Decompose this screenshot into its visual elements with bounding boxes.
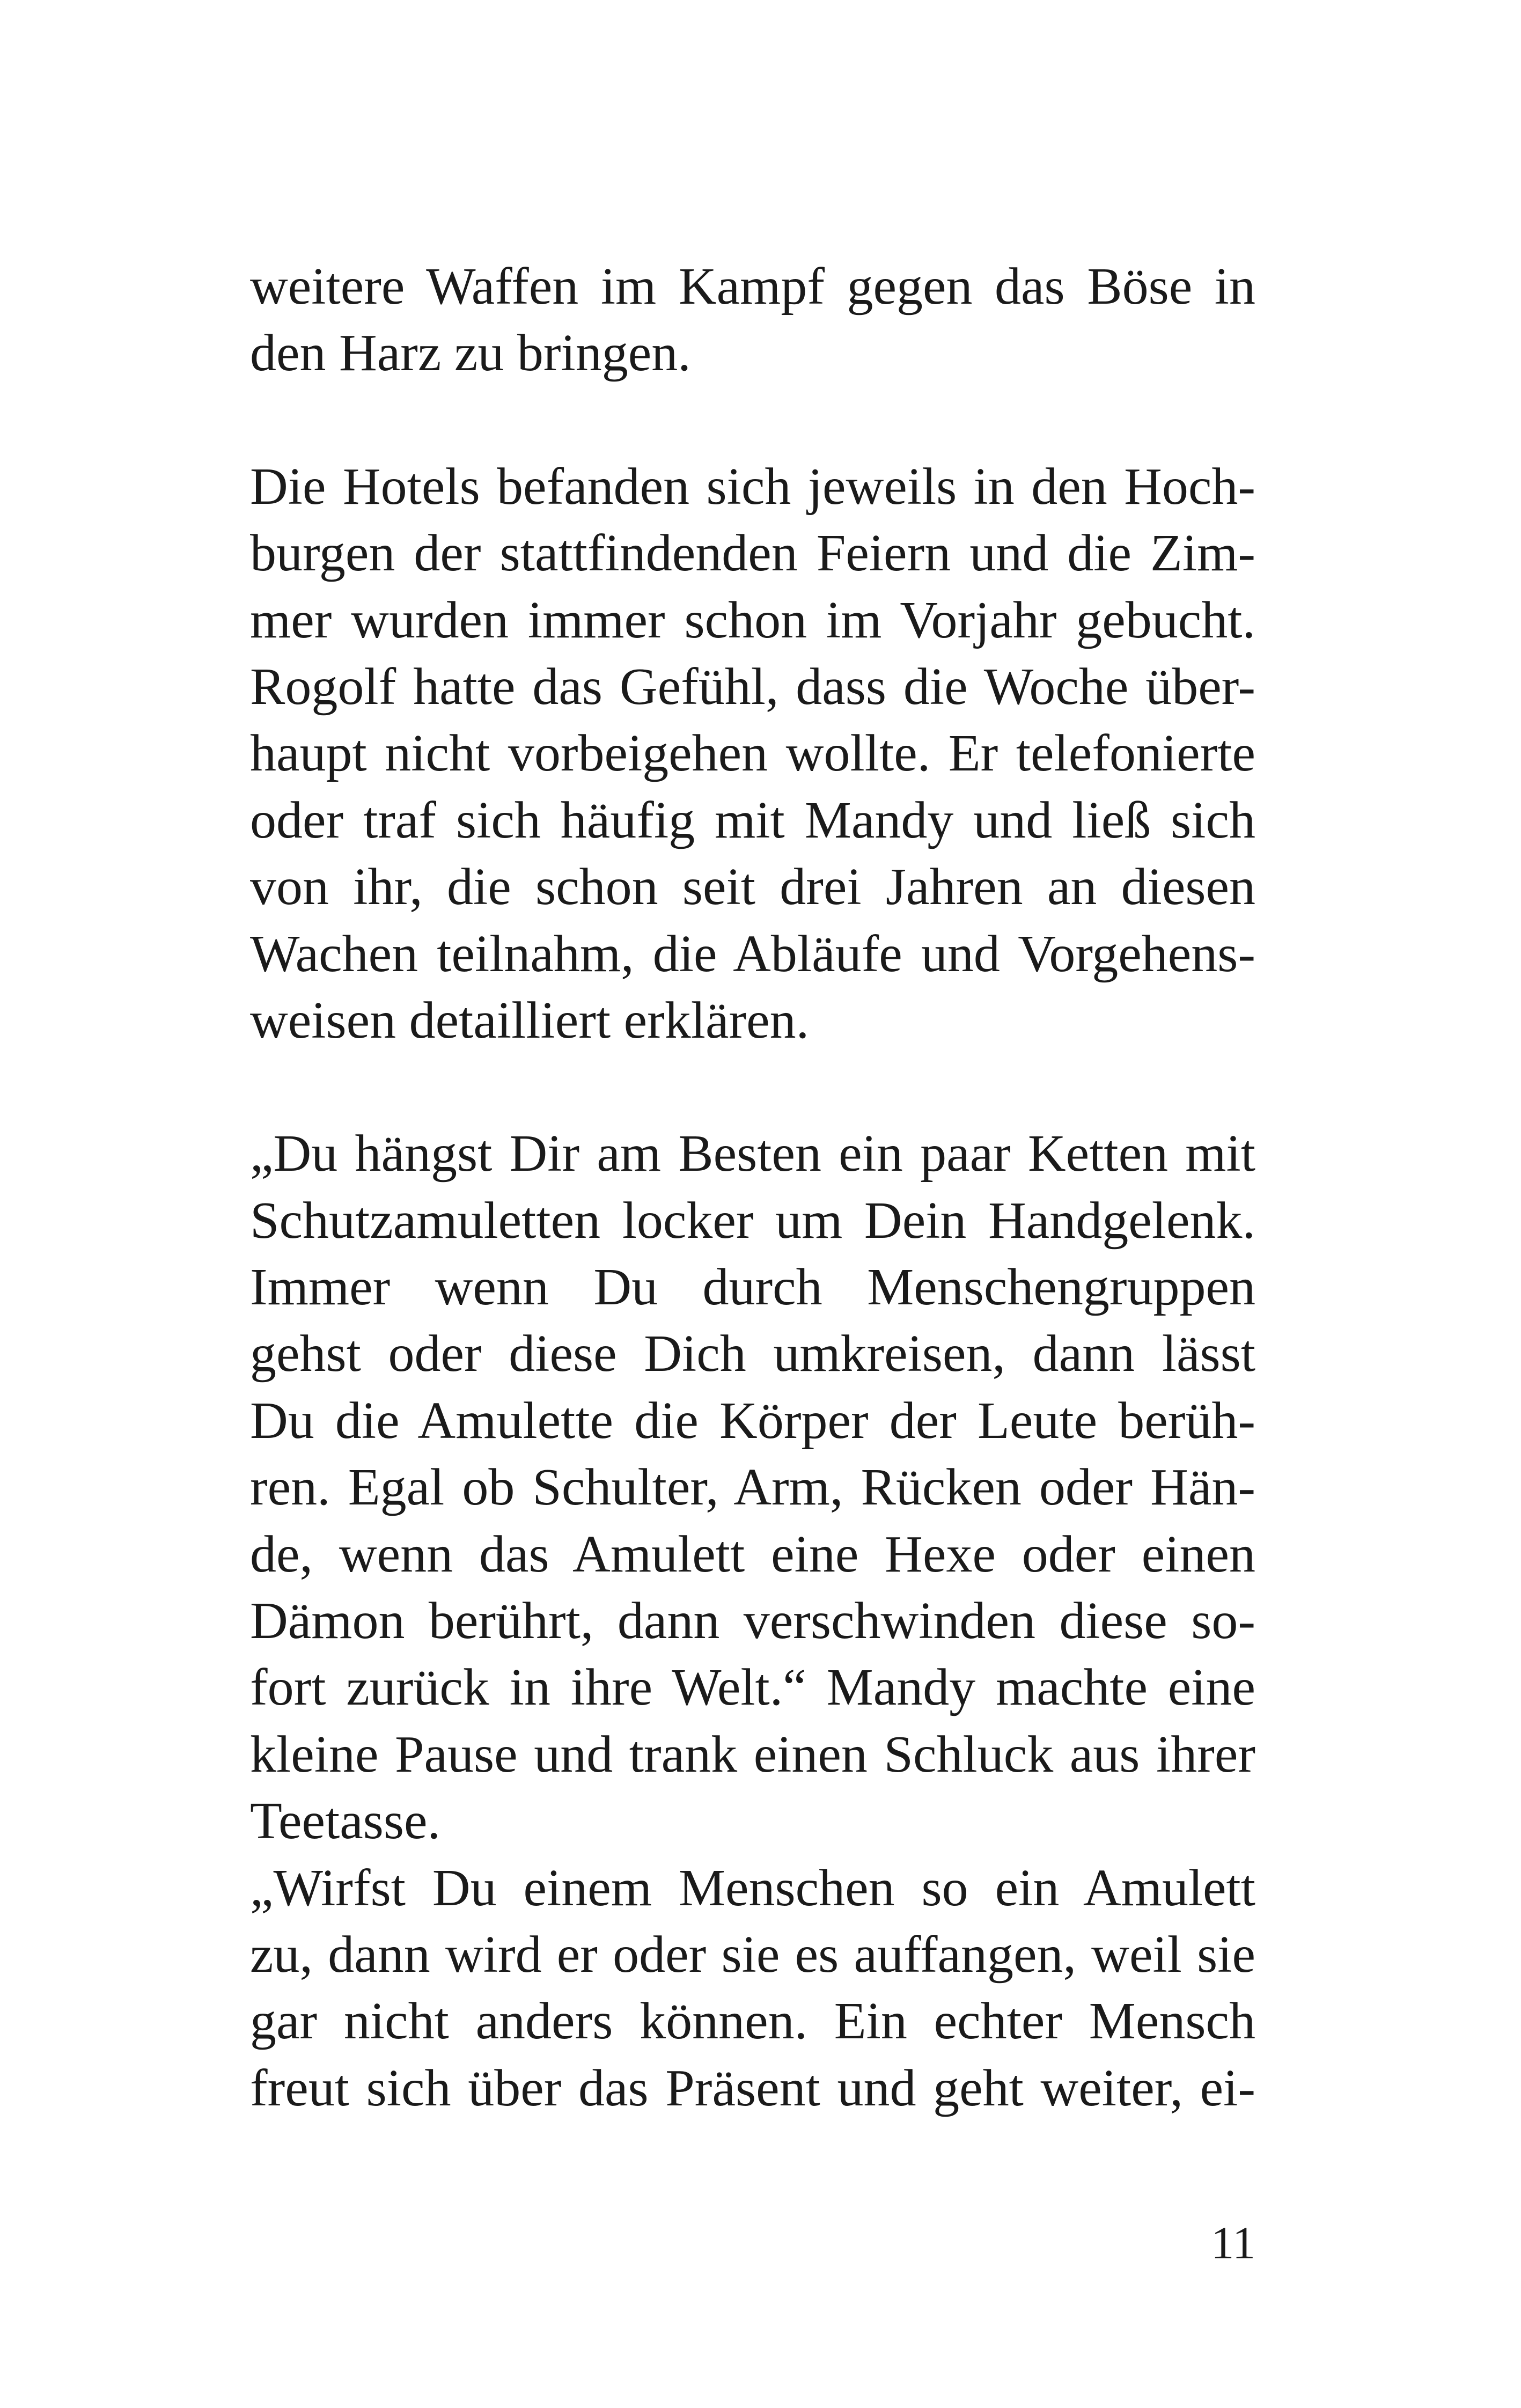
text-line: von ihr, die schon seit drei Jahren an diesen bbox=[250, 858, 1255, 916]
paragraph-1 bbox=[250, 253, 1255, 387]
text-line: „Du hängst Dir am Besten ein paar Ketten mit bbox=[250, 1125, 1255, 1183]
paragraph-3 bbox=[250, 1120, 1255, 1854]
body-text bbox=[250, 253, 1255, 2121]
text-line: Immer wenn Du durch Menschengruppen bbox=[250, 1258, 1255, 1317]
text-line: Die Hotels befanden sich jeweils in den Hoch- bbox=[250, 457, 1255, 516]
text-line: mer wurden immer schon im Vorjahr gebucht. bbox=[250, 591, 1255, 649]
text-line: oder traf sich häufig mit Mandy und ließ sich bbox=[250, 791, 1255, 849]
text-line: fort zurück in ihre Welt.“ Mandy machte eine bbox=[250, 1658, 1255, 1717]
paragraph-4 bbox=[250, 1855, 1255, 2122]
text-line: Schutzamuletten locker um Dein Handgelenk. bbox=[250, 1191, 1255, 1250]
page-number: 11 bbox=[1211, 2217, 1255, 2268]
text-line: gehst oder diese Dich umkreisen, dann lässt bbox=[250, 1325, 1255, 1383]
paragraph-2 bbox=[250, 453, 1255, 1054]
text-line: weitere Waffen im Kampf gegen das Böse in bbox=[250, 258, 1255, 315]
text-line: gar nicht anders können. Ein echter Mensch bbox=[250, 1992, 1255, 2051]
text-line: „Wirfst Du einem Menschen so ein Amulett bbox=[250, 1859, 1255, 1917]
text-line: haupt nicht vorbeigehen wollte. Er telefonierte bbox=[250, 724, 1255, 783]
text-line: ren. Egal ob Schulter, Arm, Rücken oder Hän- bbox=[250, 1458, 1255, 1517]
text-line: kleine Pause und trank einen Schluck aus ihrer bbox=[250, 1725, 1255, 1783]
text-line: Wachen teilnahm, die Abläufe und Vorgehens- bbox=[250, 924, 1255, 983]
text-line: Rogolf hatte das Gefühl, dass die Woche über- bbox=[250, 657, 1255, 716]
text-line: burgen der stattfindenden Feiern und die Zim- bbox=[250, 524, 1255, 583]
text-line: de, wenn das Amulett eine Hexe oder einen bbox=[250, 1525, 1255, 1583]
text-line: den Harz zu bringen. bbox=[250, 324, 691, 383]
text-line: freut sich über das Präsent und geht weiter, ei- bbox=[250, 2059, 1255, 2117]
text-line: weisen detailliert erklären. bbox=[250, 991, 810, 1049]
text-line: Du die Amulette die Körper der Leute berüh- bbox=[250, 1391, 1255, 1450]
text-line: Teetasse. bbox=[250, 1792, 441, 1851]
text-line: Dämon berührt, dann verschwinden diese so- bbox=[250, 1592, 1255, 1650]
text-line: zu, dann wird er oder sie es auffangen, weil sie bbox=[250, 1925, 1255, 1984]
